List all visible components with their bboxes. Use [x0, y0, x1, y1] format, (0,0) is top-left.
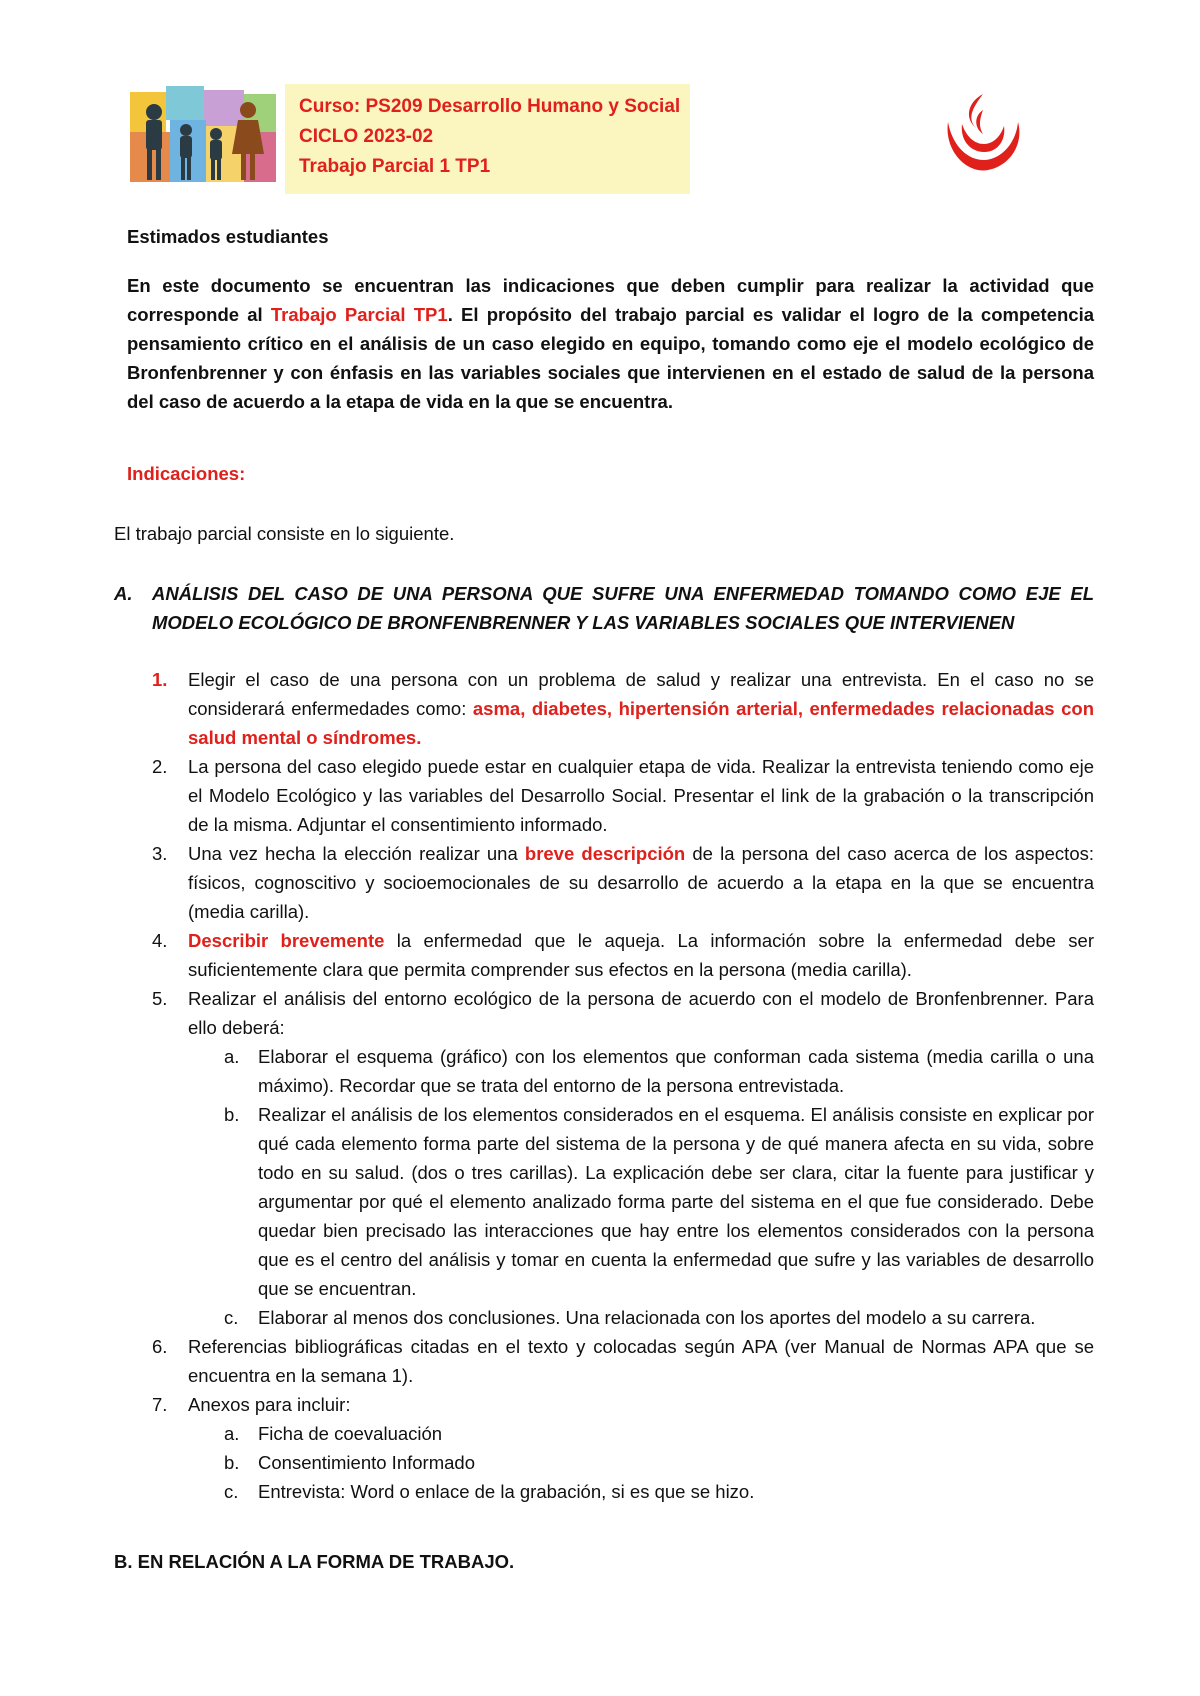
- intro-part2: . El propósito del trabajo parcial es validar el logro de la competencia pensamiento crítico en el análisis de un caso elegido en equipo, tomando como eje el modelo ecológico de Bronfenbrenner y con énfasis en las variables sociales que intervienen en el estado de salud de la persona del caso de acuerdo a la etapa de vida en la que se encuentra.: [127, 304, 1094, 412]
- item-number: 5.: [152, 988, 168, 1009]
- section-a-heading: [114, 579, 1094, 637]
- sub-letter: a.: [224, 1046, 240, 1067]
- sub-text: Elaborar el esquema (gráfico) con los elementos que conforman cada sistema (media carilla o una máximo). Recordar que se trata del entorno de la persona entrevistada.: [258, 1046, 1094, 1096]
- item-highlight: Describir brevemente: [188, 930, 385, 951]
- item-number: 2.: [152, 756, 168, 777]
- sub-item-5c: [140, 1303, 1094, 1332]
- course-title: Curso: PS209 Desarrollo Humano y Social: [299, 96, 681, 117]
- sub-text: Ficha de coevaluación: [258, 1423, 443, 1444]
- list-item-2: [140, 752, 1094, 839]
- item-number: 3.: [152, 843, 168, 864]
- cycle-label: CICLO 2023-02: [299, 126, 434, 147]
- item-text: Realizar el análisis del entorno ecológico de la persona de acuerdo con el modelo de Bronfenbrenner. Para ello deberá:: [188, 988, 1094, 1038]
- course-header-box: [285, 84, 690, 194]
- list-item-1: [140, 665, 1094, 752]
- item-number: 1.: [152, 669, 168, 690]
- sub-item-7b: [140, 1448, 1094, 1477]
- sub-text: Consentimiento Informado: [258, 1452, 475, 1473]
- item-text: Una vez hecha la elección realizar una: [188, 843, 525, 864]
- list-item-3: [140, 839, 1094, 926]
- sub-item-5b: [140, 1100, 1094, 1303]
- list-item-4: [140, 926, 1094, 984]
- section-b-heading: B. EN RELACIÓN A LA FORMA DE TRABAJO.: [114, 1551, 515, 1572]
- sub-letter: c.: [224, 1481, 239, 1502]
- sub-letter: b.: [224, 1452, 240, 1473]
- list-item-7: [140, 1390, 1094, 1419]
- instructions-list: [140, 665, 1094, 1506]
- sub-text: Realizar el análisis de los elementos considerados en el esquema. El análisis consiste en explicar por qué cada elemento forma parte del sistema de la persona y de qué manera afecta en su vida, sobre todo en su salud. (dos o tres carillas). La explicación debe ser clara, citar la fuente para justificar y argumentar por qué el elemento analizado forma parte del sistema en el que fue considerado. Debe quedar bien precisado las interacciones que hay entre los elementos considerados con la persona que es el centro del análisis y tomar en cuenta la enfermedad que sufre y las variables de desarrollo que se encuentran.: [258, 1104, 1094, 1299]
- greeting: Estimados estudiantes: [127, 226, 329, 247]
- upc-logo-icon: [938, 88, 1028, 178]
- sub-item-5a: [140, 1042, 1094, 1100]
- intro-highlight: Trabajo Parcial TP1: [270, 304, 448, 325]
- section-a-title: ANÁLISIS DEL CASO DE UNA PERSONA QUE SUFRE UNA ENFERMEDAD TOMANDO COMO EJE EL MODELO ECOLÓGICO DE BRONFENBRENNER Y LAS VARIABLES SOCIALES QUE INTERVIENEN: [152, 583, 1094, 633]
- sub-text: Elaborar al menos dos conclusiones. Una relacionada con los aportes del modelo a su carrera.: [258, 1307, 1036, 1328]
- sub-item-7a: [140, 1419, 1094, 1448]
- item-text: Referencias bibliográficas citadas en el texto y colocadas según APA (ver Manual de Normas APA que se encuentra en la semana 1).: [188, 1336, 1094, 1386]
- item-text: Elegir el caso de una persona con un problema de salud y realizar una entrevista. En el caso no se considerará enfermedades como:: [188, 669, 1094, 719]
- item-highlight: breve descripción: [524, 843, 686, 864]
- item-number: 7.: [152, 1394, 168, 1415]
- sub-item-7c: [140, 1477, 1094, 1506]
- item-highlight: asma, diabetes, hipertensión arterial, enfermedades relacionadas con salud mental o síndromes.: [188, 698, 1094, 748]
- assignment-label: Trabajo Parcial 1 TP1: [299, 156, 491, 177]
- puzzle-family-image: [126, 86, 278, 186]
- section-a-letter: A.: [114, 583, 133, 604]
- intro-part1: En este documento se encuentran las indicaciones que deben cumplir para realizar la actividad que corresponde al: [127, 275, 1094, 325]
- sub-text: Entrevista: Word o enlace de la grabación, si es que se hizo.: [258, 1481, 755, 1502]
- sub-letter: b.: [224, 1104, 240, 1125]
- item-text-b: de la persona del caso acerca de los aspectos: físicos, cognoscitivo y socioemocionales de su desarrollo de acuerdo a la etapa en la que se encuentra (media carilla).: [188, 843, 1094, 922]
- sub-letter: a.: [224, 1423, 240, 1444]
- item-text-b: la enfermedad que le aqueja. La información sobre la enfermedad debe ser suficientemente clara que permita comprender sus efectos en la persona (media carilla).: [188, 930, 1094, 980]
- list-item-5: [140, 984, 1094, 1042]
- intro-paragraph: [127, 271, 1094, 416]
- list-item-6: [140, 1332, 1094, 1390]
- item-text: Anexos para incluir:: [188, 1394, 351, 1415]
- sub-letter: c.: [224, 1307, 239, 1328]
- consists-text: El trabajo parcial consiste en lo siguiente.: [114, 523, 455, 544]
- item-number: 6.: [152, 1336, 168, 1357]
- item-number: 4.: [152, 930, 168, 951]
- indicaciones-title: Indicaciones:: [127, 463, 246, 484]
- item-text: La persona del caso elegido puede estar en cualquier etapa de vida. Realizar la entrevista teniendo como eje el Modelo Ecológico y las variables del Desarrollo Social. Presentar el link de la grabación o la transcripción de la misma. Adjuntar el consentimiento informado.: [188, 756, 1094, 835]
